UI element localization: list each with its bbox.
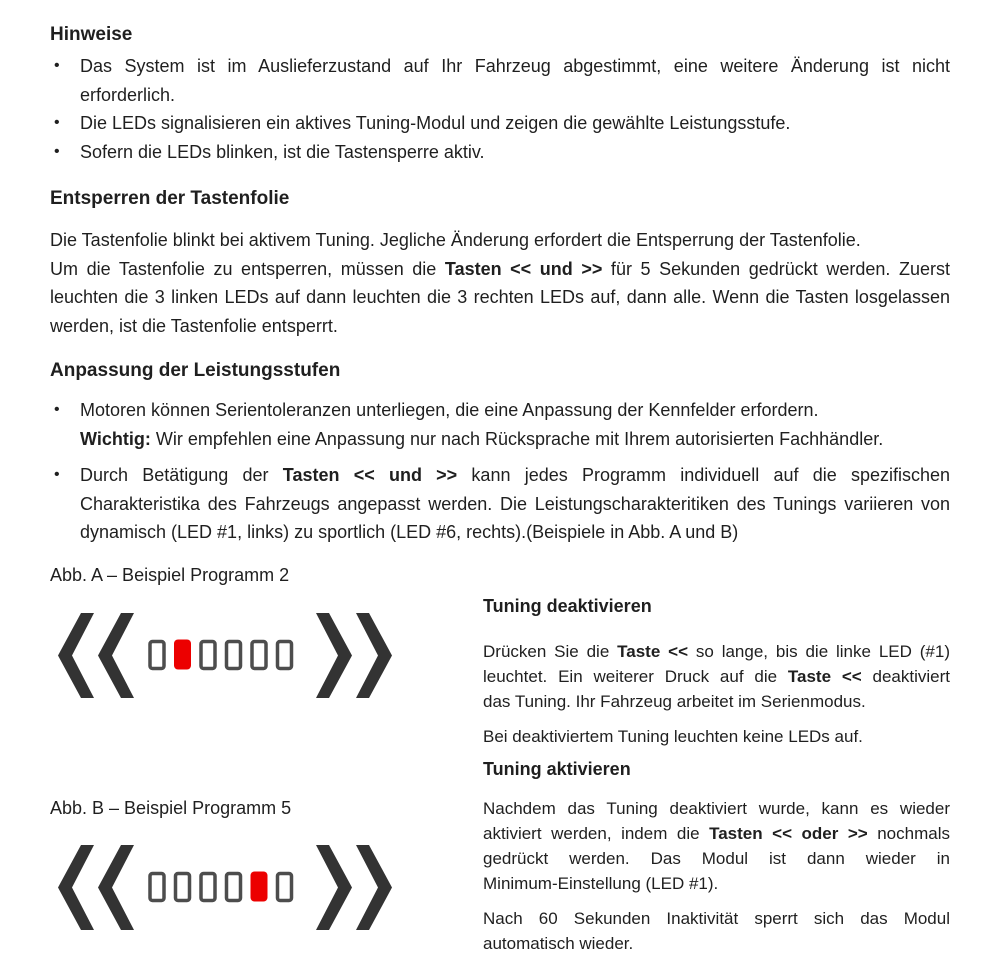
text-segment: Nach 60 Sekunden Inaktivität sperrt sich das Modul (483, 908, 950, 928)
section-heading-anpassung: Anpassung der Leistungsstufen (50, 360, 341, 381)
text-segment: Wir empfehlen eine Anpassung nur nach Rücksprache mit Ihrem autorisierten Fachhändler. (150, 428, 884, 449)
bullet-marker: • (54, 114, 60, 131)
double-chevron-left-icon (58, 845, 94, 930)
text-line (483, 689, 950, 714)
text-segment: nochmals (867, 823, 950, 843)
bold-text-segment: Tasten << oder >> (709, 823, 868, 843)
bullet-item (50, 461, 950, 547)
led-display-graphic (58, 845, 398, 930)
instructions-column (483, 563, 950, 956)
text-segment: leuchtet. Ein weiterer Druck auf die (483, 666, 788, 686)
led-off (227, 873, 241, 900)
bullet-item (50, 52, 950, 109)
paragraph-deactivate-note (483, 724, 950, 749)
text-line (50, 255, 950, 284)
text-line (80, 81, 950, 110)
section-heading-activate-heading: Tuning aktivieren (483, 758, 631, 779)
text-segment: kann jedes Programm individuell auf die spezifischen (457, 465, 951, 485)
double-chevron-right-icon (356, 845, 392, 930)
text-segment: Charakteristika des Fahrzeugs angepasst werden. Die Leistungscharakteritiken des Tunings variieren von (80, 493, 950, 514)
paragraph-deactivate-para (483, 639, 950, 714)
text-segment: für 5 Sekunden gedrückt werden. Zuerst (602, 258, 950, 279)
text-line (80, 109, 950, 138)
bold-text-segment: Tasten << und >> (444, 258, 603, 279)
led-off (278, 873, 292, 900)
text-line (80, 490, 950, 519)
text-segment: Die Tastenfolie blinkt bei aktivem Tuning. Jegliche Änderung erfordert die Entsperrung der Tastenfolie. (50, 230, 861, 250)
text-segment: so lange, bis die linke LED (#1) (688, 641, 950, 661)
text-segment: leuchten die 3 linken LEDs auf dann leuchten die 3 rechten LEDs auf, dann alle. Wenn die Tasten losgelassen (50, 287, 950, 307)
double-chevron-left-icon (98, 845, 134, 930)
text-line (483, 724, 950, 749)
text-line (50, 226, 950, 255)
figure-b (50, 796, 470, 930)
text-line (80, 518, 950, 547)
double-chevron-right-icon (356, 613, 392, 698)
bullet-item (50, 109, 950, 138)
text-line (483, 846, 950, 871)
led-off (201, 641, 215, 668)
led-off (150, 873, 164, 900)
text-segment: erforderlich. (80, 84, 176, 105)
text-segment: deaktiviert (861, 666, 950, 686)
text-segment: Das System ist im Auslieferzustand auf Ihr Fahrzeug abgestimmt, eine weitere Änderung ist nicht (80, 56, 950, 76)
paragraph-timeout-para (483, 906, 950, 956)
bold-text-segment: Tasten << und >> (282, 465, 458, 485)
figure-label: Abb. A – Beispiel Programm 2 (50, 564, 290, 585)
text-segment: werden, ist die Tastenfolie entsperrt. (50, 315, 338, 336)
text-line (483, 796, 950, 821)
paragraph-entsperren-para (50, 226, 950, 340)
text-line (483, 821, 950, 846)
double-chevron-right-icon (316, 845, 352, 930)
bullet-marker: • (54, 466, 60, 483)
bullet-marker: • (54, 142, 60, 160)
text-segment: automatisch wieder. (483, 933, 634, 953)
led-active (251, 871, 268, 901)
led-off (201, 873, 215, 900)
figures-column (50, 563, 470, 956)
text-segment: Minimum-Einstellung (LED #1). (483, 873, 719, 893)
text-segment: Um die Tastenfolie zu entsperren, müssen die (50, 258, 445, 279)
text-line (483, 871, 950, 896)
section-heading-deactivate-heading: Tuning deaktivieren (483, 595, 652, 616)
double-chevron-left-icon (98, 613, 134, 698)
bold-text-segment: Taste << (617, 641, 689, 661)
figures-and-instructions (50, 563, 950, 956)
bold-text-segment: Taste << (787, 666, 862, 686)
text-line (483, 931, 950, 956)
text-segment: Durch Betätigung der (80, 465, 283, 485)
bold-text-segment: Wichtig: (80, 428, 151, 449)
text-segment: das Tuning. Ihr Fahrzeug arbeitet im Serienmodus. (483, 691, 866, 711)
text-line (80, 396, 950, 425)
led-display-graphic (58, 613, 398, 698)
led-off (278, 641, 292, 668)
text-segment: aktiviert werden, indem die (483, 823, 710, 843)
double-chevron-right-icon (316, 613, 352, 698)
bullet-marker: • (54, 57, 60, 74)
led-off (227, 641, 241, 668)
main-content (50, 24, 950, 547)
bullet-marker: • (54, 401, 60, 418)
text-line (50, 312, 950, 341)
text-line (80, 425, 950, 454)
text-segment: Motoren können Serientoleranzen unterliegen, die eine Anpassung der Kennfelder erfordern. (80, 400, 819, 420)
text-segment: Die LEDs signalisieren ein aktives Tuning-Modul und zeigen die gewählte Leistungsstufe. (80, 113, 791, 133)
figure-label: Abb. B – Beispiel Programm 5 (50, 797, 292, 818)
text-segment: Drücken Sie die (483, 641, 618, 661)
led-off (176, 873, 190, 900)
double-chevron-left-icon (58, 613, 94, 698)
section-heading-hinweise: Hinweise (50, 24, 133, 45)
text-segment: gedrückt werden. Das Modul ist dann wieder in (483, 848, 950, 868)
paragraph-activate-para (483, 796, 950, 896)
text-line (483, 664, 950, 689)
bullet-list-anpassung-bullets (50, 396, 950, 547)
text-line (80, 52, 950, 81)
led-off (252, 641, 266, 668)
led-active (174, 639, 191, 669)
section-heading-entsperren: Entsperren der Tastenfolie (50, 188, 290, 209)
text-segment: Bei deaktiviertem Tuning leuchten keine LEDs auf. (483, 726, 863, 746)
bullet-item (50, 138, 950, 167)
text-line (80, 138, 950, 167)
led-off (150, 641, 164, 668)
text-segment: Sofern die LEDs blinken, ist die Tastensperre aktiv. (80, 141, 485, 162)
text-line (483, 906, 950, 931)
figure-a (50, 563, 470, 698)
text-line (50, 283, 950, 312)
bullet-list-hinweise-bullets (50, 52, 950, 166)
text-line (80, 461, 950, 490)
bullet-item (50, 396, 950, 453)
text-line (483, 639, 950, 664)
text-segment: dynamisch (LED #1, links) zu sportlich (LED #6, rechts).(Beispiele in Abb. A und B) (80, 522, 739, 542)
text-segment: Nachdem das Tuning deaktiviert wurde, kann es wieder (483, 798, 950, 818)
